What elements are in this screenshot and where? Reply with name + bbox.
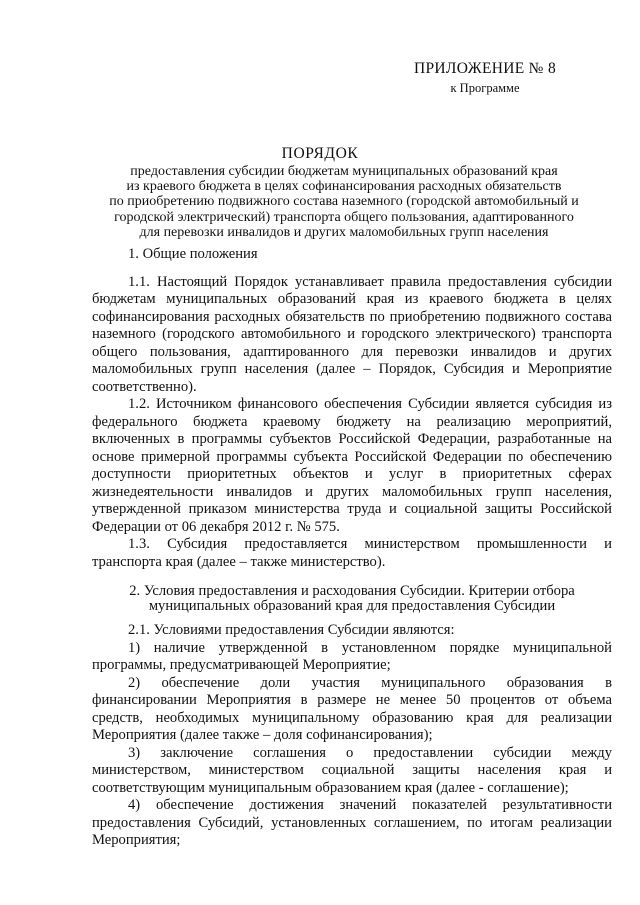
section-1-heading: 1. Общие положения [128,246,258,262]
paragraph-1-3: 1.3. Субсидия предоставляется министерством промышленности и транспорта края (далее – также министерство). [92,536,612,570]
subtitle-line: из краевого бюджета в целях софинансирования расходных обязательств [126,179,562,195]
list-item: 2) обеспечение доли участия муниципального образования в финансировании Мероприятия в размере не менее 50 процентов от объема средств, необходимых муниципальному образованию края для реализации Мероприятия (далее также – доля софинансирования); [92,674,612,743]
document-body [92,246,612,850]
appendix-subtitle: к Программе [450,81,520,95]
document-subtitle [80,164,608,240]
list-item: 3) заключение соглашения о предоставлении субсидии между министерством, министерством социальной защиты населения края и соответствующим муниципальным образованием края (далее - соглашение); [92,744,612,796]
subtitle-line: для перевозки инвалидов и других маломобильных групп населения [139,224,549,240]
list-item: 4) обеспечение достижения значений показателей результативности предоставления Субсидий, установленных соглашением, по итогам реализации Мероприятия; [92,797,612,848]
section-2-heading-line: 2. Условия предоставления и расходования Субсидии. Критерии отбора [129,583,575,599]
subtitle-line: предоставления субсидии бюджетам муниципальных образований края [130,164,558,179]
appendix-number: ПРИЛОЖЕНИЕ № 8 [413,60,556,77]
subtitle-line: по приобретению подвижного состава наземного (городской автомобильный и [109,194,579,210]
appendix-block [414,60,556,96]
paragraph-1-2: 1.2. Источником финансового обеспечения Субсидии является субсидия из федерального бюджета краевому бюджету на реализацию мероприятий, включенных в программы субъектов Российской Федерации, разработанные на основе примерной программы субъекта Российской Федерации по обеспечению доступности приоритетных объектов и услуг в приоритетных сферах жизнедеятельности инвалидов и других маломобильных групп населения, утвержденной приказом министерства труда и социальной защиты Российской Федерации от 06 декабря 2012 г. № 575. [92,396,612,535]
document-title: ПОРЯДОК [281,145,359,162]
section-2-heading [92,584,612,614]
paragraph-2-1: 2.1. Условиями предоставления Субсидии являются: [128,622,455,638]
paragraph-1-1: 1.1. Настоящий Порядок устанавливает правила предоставления субсидии бюджетам муниципальных образований края из краевого бюджета в целях софинансирования расходных обязательств по приобретению подвижного состава наземного (городского автомобильного и городского электрического) транспорта общего пользования, адаптированного для перевозки инвалидов и других маломобильных групп населения (далее – Порядок, Субсидия и Мероприятие соответственно). [92,273,612,395]
subtitle-line: городской электрический) транспорта общего пользования, адаптированного [114,209,574,225]
section-2-heading-line: муниципальных образований края для предоставления Субсидии [148,598,556,614]
list-item: 1) наличие утвержденной в установленном порядке муниципальной программы, предусматривающей Мероприятие; [92,639,612,673]
